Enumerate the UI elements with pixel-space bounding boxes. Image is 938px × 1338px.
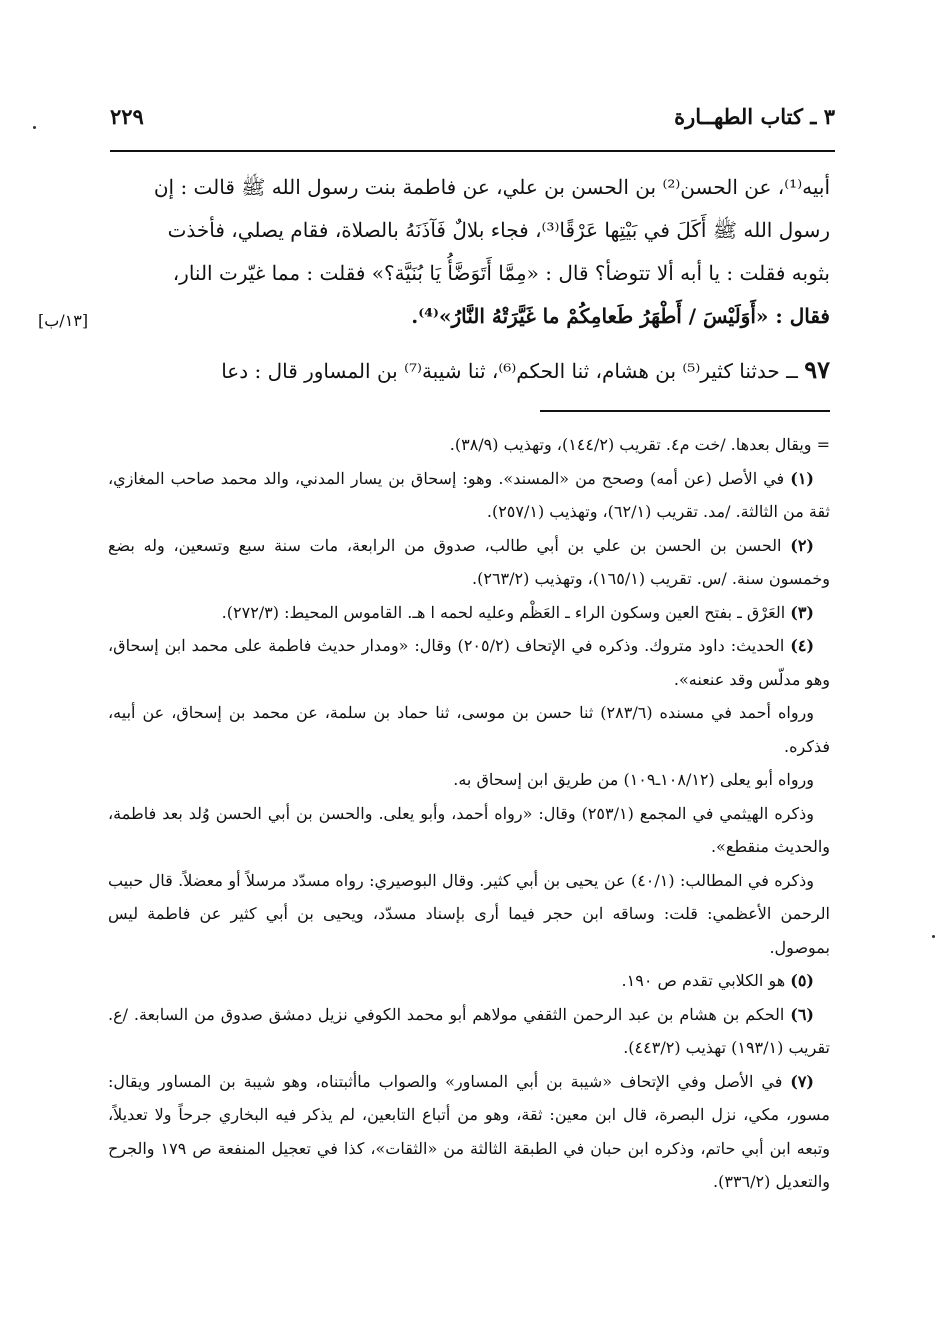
footnote-label: (١) — [790, 468, 814, 488]
text-line: أبيه⁽¹⁾، عن الحسن⁽²⁾ بن الحسن بن علي، عن فاطمة بنت رسول الله ﷺ قالت : إن — [153, 175, 830, 199]
footnote — [108, 763, 830, 797]
footnote-text: الحسن بن الحسن بن علي بن أبي طالب، صدوق من الرابعة، مات سنة سبع وتسعين، وله بضع وخمسون سنة. /س. تقريب (١٦٥/١)، وتهذيب (٢٦٣/٢). — [108, 535, 830, 588]
text-line: بثوبه فقلت : يا أبه ألا تتوضأ؟ قال : «مِمَّا أَتَوَضَّأُ يَا بُنَيَّة؟» فقلت : مما غيّرت النار، — [172, 261, 830, 285]
footnote-text: ورواه أحمد في مسنده (٢٨٣/٦) ثنا حسن بن موسى، ثنا حماد بن سلمة، عن محمد بن إسحاق، عن أبيه، فذكره. — [108, 703, 830, 756]
text-line — [108, 348, 830, 393]
footnote — [108, 696, 830, 763]
footnote-separator — [540, 410, 830, 412]
footnote-text: في الأصل (عن أمه) وصحح من «المسند». وهو: إسحاق بن يسار المدني، والد محمد صاحب المغازي، ثقة من الثالثة. /مد. تقريب (٦٢/١)، وتهذيب (٢٥٧/١). — [108, 468, 830, 521]
running-title: ٣ ـ كتاب الطهــارة — [674, 104, 835, 129]
footnote — [108, 529, 830, 596]
footnote — [108, 596, 830, 630]
footnote-text: ورواه أبو يعلى (١٠٨/١٢ـ١٠٩) من طريق ابن إسحاق به. — [453, 770, 814, 789]
footnote-label: (٥) — [790, 971, 814, 990]
text-line: رسول الله ﷺ أَكَلَ في بَيْتِها عَرْقًا⁽³⁾، فجاء بلالٌ فَآذَنَهُ بالصلاة، فقام يصلي، فأخذت — [167, 218, 830, 242]
footnote-text: هو الكلابي تقدم ص ١٩٠. — [621, 971, 786, 990]
page-header — [110, 104, 835, 144]
header-rule — [110, 150, 835, 152]
footnote-text: = ويقال بعدها. /خت م٤. تقريب (١٤٤/٢)، وتهذيب (٣٨/٩). — [449, 435, 830, 454]
folio-marker: [١٣/ب] — [38, 311, 89, 330]
footnote — [108, 428, 830, 462]
hadith-text: ــ حدثنا كثير⁽⁵⁾ بن هشام، ثنا الحكم⁽⁶⁾، ثنا شيبة⁽⁷⁾ بن المساور قال : دعا — [221, 359, 798, 383]
footnote-label: (٤) — [790, 636, 815, 655]
footnote-text: في الأصل وفي الإتحاف «شيبة بن أبي المساور» والصواب ماأثبتناه، وهو شيبة بن المساور ويقال: مسور، مكي، نزل البصرة، قال ابن معين: ثقة، وهو من أتباع التابعين، لم يذكر فيه البخاري جرحاً ولا تعديلاً، وتبعه ابن أبي حاتم، وذكره ابن حبان في الطبقة الثالثة من «الثقات»، كذا في تعجيل المنفعة ص ١٧٩ والجرح والتعديل (٣٣٦/٢). — [108, 1071, 830, 1191]
footnote-label: (٦) — [790, 1004, 814, 1024]
scan-speck — [33, 126, 36, 129]
footnotes — [108, 428, 830, 1199]
footnote-text: العَرْق ـ بفتح العين وسكون الراء ـ العَظْم وعليه لحمه ا هـ. القاموس المحيط: (٢٧٢/٣). — [221, 602, 786, 622]
main-paragraph — [108, 166, 830, 338]
text-line: فقال : «أَوَلَيْسَ / أَطْهَرُ طَعامِكُمْ ما غَيَّرَتْهُ النَّارُ»⁽⁴⁾. — [411, 304, 830, 328]
footnote — [108, 864, 830, 965]
hadith-number: ٩٧ — [804, 355, 830, 384]
footnote-text: الحكم بن هشام بن عبد الرحمن الثقفي مولاهم أبو محمد الكوفي نزيل دمشق صدوق من السابعة. /ع. تقريب (١٩٣/١) تهذيب (٤٤٣/٢). — [108, 1004, 830, 1057]
footnote — [108, 797, 830, 864]
scan-speck — [932, 935, 935, 938]
footnote-label: (٧) — [790, 1071, 814, 1091]
footnote — [108, 1065, 830, 1199]
footnote — [108, 629, 830, 696]
footnote — [108, 462, 830, 529]
footnote-text: وذكره في المطالب: (٤٠/١) عن يحيى بن أبي كثير. وقال البوصيري: رواه مسدّد مرسلاً أو معضلاً. قال حبيب الرحمن الأعظمي: قلت: وساقه ابن حجر فيما أرى بإسناد مسدّد، ويحيى بن أبي كثير عن فاطمة ليس بموصول. — [108, 870, 830, 957]
footnote-text: الحديث: داود متروك. وذكره في الإتحاف (٢٠٥/٢) وقال: «ومدار حديث فاطمة على محمد ابن إسحاق، وهو مدلّس وقد عنعنه». — [108, 636, 830, 689]
hadith-paragraph — [108, 348, 830, 393]
footnote — [108, 998, 830, 1065]
footnote-text: وذكره الهيثمي في المجمع (٢٥٣/١) وقال: «رواه أحمد، وأبو يعلى. والحسن بن أبي الحسن وُلد بعد فاطمة، والحديث منقطع». — [108, 803, 830, 856]
page-number: ٢٢٩ — [110, 104, 144, 129]
main-text — [108, 166, 830, 393]
footnote — [108, 964, 830, 998]
footnote-label: (٣) — [790, 602, 814, 622]
footnote-label: (٢) — [790, 535, 814, 555]
